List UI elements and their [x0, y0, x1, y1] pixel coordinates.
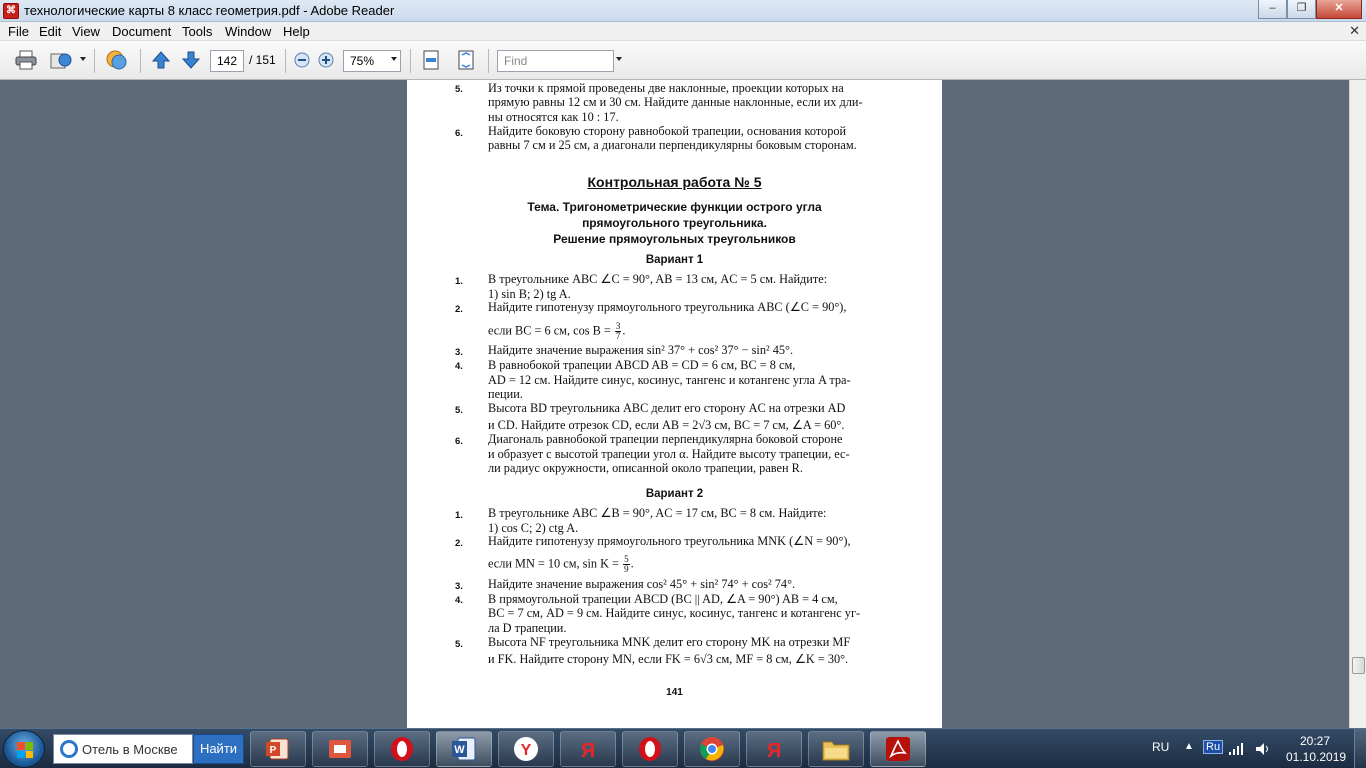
explorer-icon	[821, 736, 851, 762]
task-number: 6.	[455, 128, 463, 139]
taskbar-chrome[interactable]	[684, 731, 740, 767]
yandex-browser-icon	[574, 735, 602, 763]
fraction: $\frac{3}{7}$	[615, 321, 621, 341]
opera-icon	[636, 735, 664, 763]
separator	[285, 49, 286, 73]
task-text: прямую равны 12 см и 30 см. Найдите данные наклонные, если их дли-	[488, 95, 863, 109]
zoom-in-icon[interactable]	[317, 49, 335, 71]
share-dropdown-icon[interactable]	[80, 57, 86, 61]
task-text: В прямоугольной трапеции ABCD (BC || AD, ∠A = 90°) AB = 4 см,	[488, 592, 838, 606]
svg-text:P: P	[269, 745, 277, 756]
separator	[488, 49, 489, 73]
separator	[94, 49, 95, 73]
task-text: Найдите боковую сторону равнобокой трапеции, основания которой	[488, 124, 847, 138]
svg-text:Я: Я	[766, 740, 782, 762]
word-icon	[450, 735, 478, 763]
taskbar-explorer[interactable]	[808, 731, 864, 767]
task-number: 1.	[455, 510, 463, 521]
menu-view[interactable]: View	[72, 24, 100, 39]
task-text: В треугольнике ABC ∠B = 90°, AC = 17 см, BC = 8 см. Найдите:	[488, 506, 827, 520]
taskbar-office[interactable]	[312, 731, 368, 767]
svg-text:W: W	[454, 744, 465, 756]
task-text: если MN = 10 см, sin K =	[488, 556, 619, 571]
task-text: если BC = 6 см, cos B =	[488, 323, 611, 338]
menu-edit[interactable]: Edit	[39, 24, 62, 39]
svg-text:Я: Я	[580, 740, 596, 762]
task-text-with-fraction: если BC = 6 см, cos B = $\frac{3}{7}$ .	[488, 321, 626, 341]
print-icon[interactable]	[14, 49, 38, 71]
task-text: равны 7 см и 25 см, а диагонали перпендикулярны боковым сторонам.	[488, 138, 857, 152]
menu-window[interactable]: Window	[225, 24, 272, 39]
task-text: AD = 12 см. Найдите синус, косинус, тангенс и котангенс угла A тра-	[488, 373, 851, 387]
total-pages: / 151	[249, 53, 276, 67]
taskbar-opera[interactable]	[374, 731, 430, 767]
task-text: Высота NF треугольника MNK делит его сторону MK на отрезки MF	[488, 635, 851, 649]
menu-tools[interactable]: Tools	[182, 24, 213, 39]
task-number: 2.	[455, 538, 463, 549]
task-text: Из точки к прямой проведены две наклонные, проекции которых на	[488, 81, 844, 95]
task-text: 1) cos C; 2) ctg A.	[488, 521, 579, 535]
search-text: Отель в Москве	[82, 742, 178, 757]
svg-text:Y: Y	[520, 742, 532, 759]
variant-title: Вариант 1	[645, 254, 704, 266]
opera-icon	[388, 735, 416, 763]
task-text: и FK. Найдите сторону MN, если FK = 6√3 см, MF = 8 см, ∠K = 30°.	[488, 652, 849, 666]
task-text: ли радиус окружности, описанной около трапеции, равен R.	[488, 461, 803, 475]
task-text: и образует с высотой трапеции угол α. Найдите высоту трапеции, ес-	[488, 447, 850, 461]
close-button[interactable]: ✕	[1316, 0, 1362, 19]
page-number: 141	[666, 687, 683, 698]
separator	[140, 49, 141, 73]
powerpoint-icon	[264, 735, 292, 763]
task-text: пеции.	[488, 387, 523, 401]
task-text: Найдите гипотенузу прямоугольного треугольника ABC (∠C = 90°),	[488, 300, 847, 314]
task-number: 2.	[455, 304, 463, 315]
taskbar-yandex-browser[interactable]	[560, 731, 616, 767]
adobe-reader-icon	[884, 735, 912, 763]
topic-line: Решение прямоугольных треугольников	[553, 232, 796, 246]
fit-page-icon[interactable]	[455, 49, 477, 71]
clock-date[interactable]: 01.10.2019	[1286, 750, 1347, 764]
keyboard-layout-badge[interactable]: Ru	[1203, 740, 1223, 754]
search-button[interactable]: Найти	[193, 734, 244, 764]
page-heading: Контрольная работа № 5	[587, 174, 762, 190]
menu-bar	[0, 22, 1366, 41]
scrollbar-thumb[interactable]	[1352, 657, 1365, 674]
task-number: 1.	[455, 276, 463, 287]
tray-expand-icon[interactable]: ▲	[1184, 741, 1194, 752]
topic-line: прямоугольного треугольника.	[582, 216, 767, 230]
task-text-with-fraction: если MN = 10 см, sin K = $\frac{5}{9}$ .	[488, 554, 634, 574]
taskbar	[0, 728, 1366, 768]
taskbar-yandex[interactable]	[498, 731, 554, 767]
menu-help[interactable]: Help	[283, 24, 310, 39]
maximize-button[interactable]: ❐	[1287, 0, 1316, 19]
taskbar-yandex-browser-2[interactable]	[746, 731, 802, 767]
taskbar-search-box[interactable]	[53, 734, 193, 764]
task-number: 4.	[455, 361, 463, 372]
toolbar	[0, 41, 1366, 80]
close-document-icon[interactable]: ✕	[1349, 23, 1360, 38]
task-text: В треугольнике ABC ∠C = 90°, AB = 13 см, AC = 5 см. Найдите:	[488, 272, 828, 286]
task-text: BC = 7 см, AD = 9 см. Найдите синус, косинус, тангенс и котангенс уг-	[488, 606, 861, 620]
show-desktop-button[interactable]	[1354, 729, 1366, 768]
zoom-select[interactable]: 75%	[343, 50, 401, 72]
network-icon[interactable]	[1228, 742, 1244, 761]
vertical-scrollbar[interactable]	[1349, 80, 1366, 728]
zoom-out-icon[interactable]	[293, 49, 311, 71]
next-page-icon[interactable]	[180, 49, 202, 71]
previous-page-icon[interactable]	[150, 49, 172, 71]
minimize-button[interactable]: –	[1258, 0, 1287, 19]
pdf-icon: ⌘	[3, 3, 19, 19]
task-text: Диагональ равнобокой трапеции перпендикулярна боковой стороне	[488, 432, 843, 446]
menu-document[interactable]: Document	[112, 24, 172, 39]
task-text: Найдите значение выражения sin² 37° + cos² 37° − sin² 45°.	[488, 343, 794, 357]
chrome-icon	[698, 735, 726, 763]
zoom-dropdown-icon[interactable]	[391, 57, 397, 61]
task-text: Найдите гипотенузу прямоугольного треугольника MNK (∠N = 90°),	[488, 534, 851, 548]
yandex-browser-icon	[760, 735, 788, 763]
document-viewport[interactable]	[0, 80, 1349, 728]
window-controls	[1258, 0, 1362, 19]
task-text: ны относятся как 10 : 17.	[488, 110, 619, 124]
find-input[interactable]: Find	[497, 50, 614, 72]
language-indicator[interactable]: RU	[1152, 740, 1170, 754]
task-number: 5.	[455, 639, 463, 650]
share-icon[interactable]	[49, 49, 75, 71]
separator	[410, 49, 411, 73]
clock-time[interactable]: 20:27	[1300, 734, 1331, 748]
collaborate-icon[interactable]	[104, 49, 130, 71]
menu-file[interactable]: File	[8, 24, 29, 39]
variant-title: Вариант 2	[645, 488, 704, 500]
ie-icon	[60, 740, 78, 758]
taskbar-adobe-reader[interactable]	[870, 731, 926, 767]
task-number: 3.	[455, 347, 463, 358]
taskbar-opera-2[interactable]	[622, 731, 678, 767]
find-dropdown-icon[interactable]	[616, 57, 622, 61]
task-text: Найдите значение выражения cos² 45° + sin² 74° + cos² 74°.	[488, 577, 796, 591]
page-number-input[interactable]: 142	[210, 50, 244, 72]
taskbar-word[interactable]	[436, 731, 492, 767]
scrolling-mode-icon[interactable]	[420, 49, 442, 71]
task-text: 1) sin B; 2) tg A.	[488, 287, 571, 301]
title-bar	[0, 0, 1366, 22]
volume-icon[interactable]	[1255, 742, 1271, 761]
task-text: В равнобокой трапеции ABCD AB = CD = 6 см, BC = 8 см,	[488, 358, 796, 372]
pdf-page	[407, 80, 942, 728]
fraction: $\frac{5}{9}$	[624, 554, 629, 574]
task-text: Высота BD треугольника ABC делит его сторону AC на отрезки AD	[488, 401, 846, 415]
task-number: 3.	[455, 581, 463, 592]
task-number: 5.	[455, 84, 463, 95]
task-number: 4.	[455, 595, 463, 606]
window-title: технологические карты 8 класс геометрия.pdf - Adobe Reader	[24, 3, 395, 18]
yandex-icon	[512, 735, 540, 763]
task-text: ла D трапеции.	[488, 621, 567, 635]
taskbar-powerpoint[interactable]	[250, 731, 306, 767]
topic-line: Тема. Тригонометрические функции острого угла	[527, 200, 822, 214]
task-number: 5.	[455, 405, 463, 416]
office-icon	[326, 735, 354, 763]
task-text: и CD. Найдите отрезок CD, если AB = 2√3 см, BC = 7 см, ∠A = 60°.	[488, 418, 845, 432]
start-button[interactable]	[3, 730, 45, 768]
windows-logo-icon	[17, 742, 33, 758]
task-number: 6.	[455, 436, 463, 447]
